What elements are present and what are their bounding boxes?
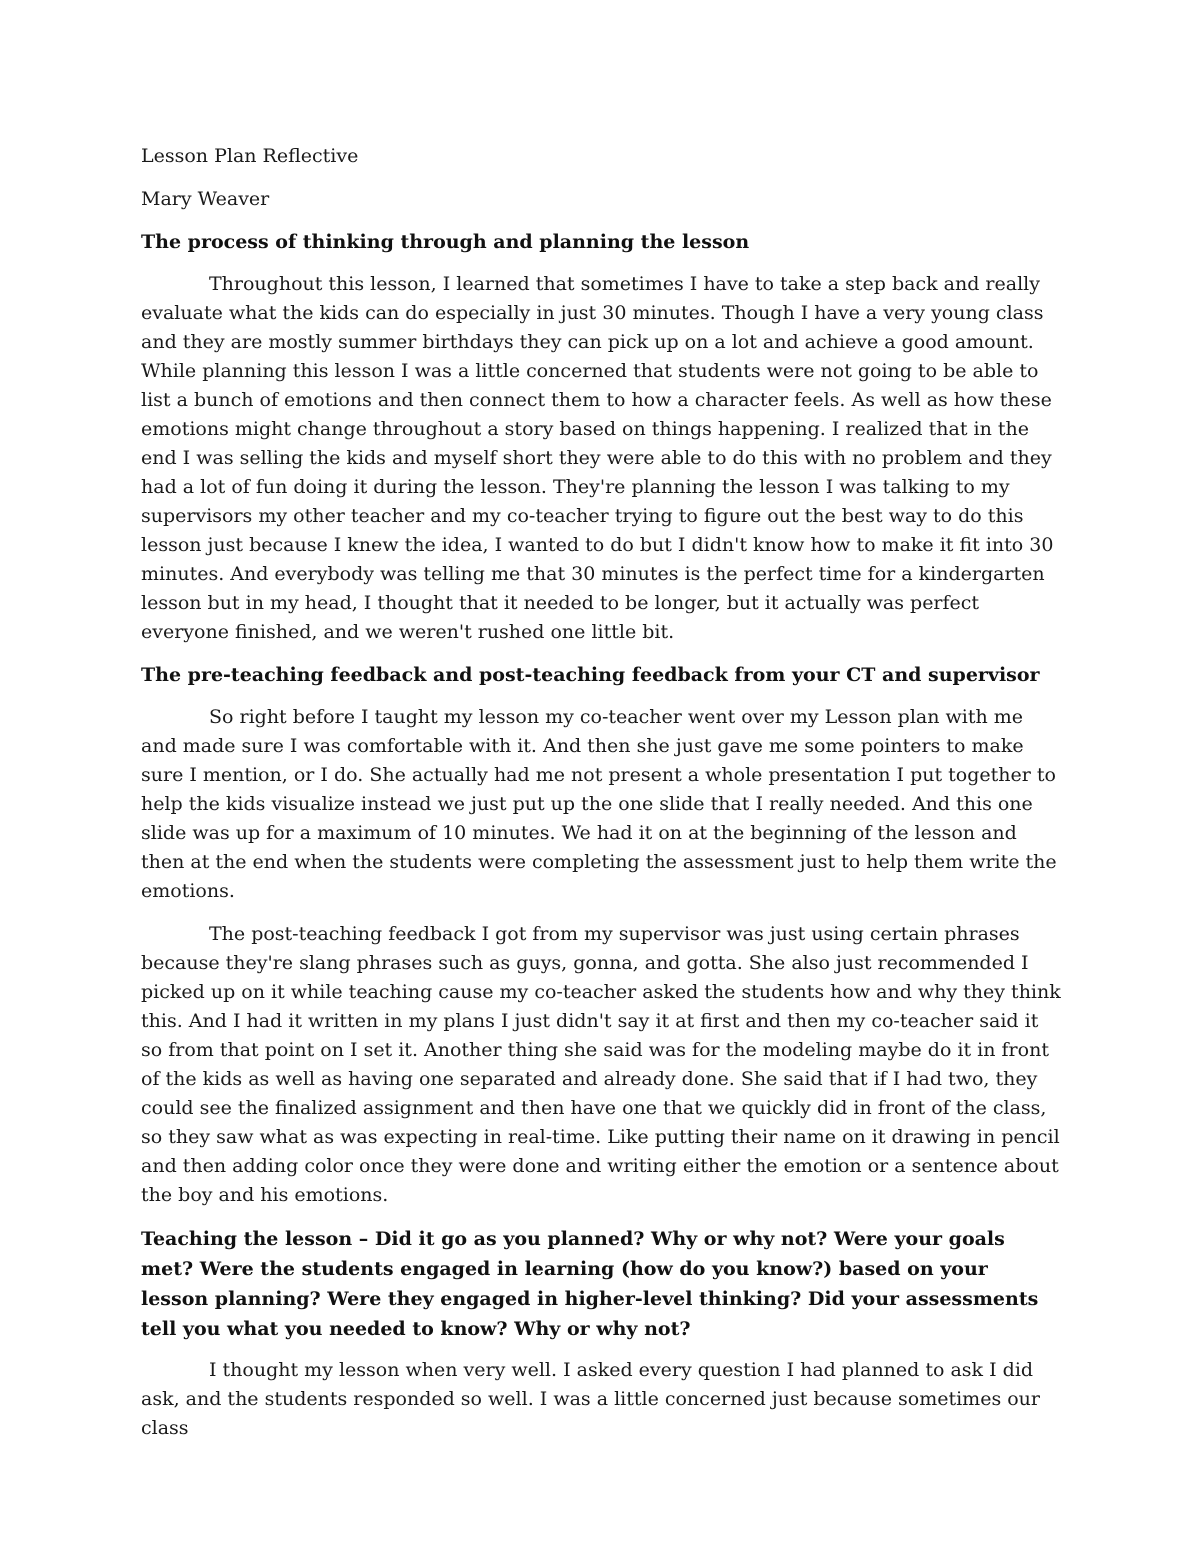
document-body — [141, 142, 1061, 1457]
section-heading-teaching-the-lesson: Teaching the lesson – Did it go as you planned? Why or why not? Were your goals met? Were the students engaged in learning (how do you know?) based on your lesson planning? Were they engaged in higher-level thinking? Did your assessments tell you what you needed to know? Why or why not? — [141, 1228, 1039, 1340]
paragraph-post-teaching-feedback: The post-teaching feedback I got from my supervisor was just using certain phrases because they're slang phrases such as guys, gonna, and gotta. She also just recommended I picked up on it while teaching cause my co-teacher asked the students how and why they think this. And I had it written in my plans I just didn't say it at first and then my co-teacher said it so from that point on I set it. Another thing she said was for the modeling maybe do it in front of the kids as well as having one separated and already done. She said that if I had two, they could see the finalized assignment and then have one that we quickly did in front of the class, so they saw what as was expecting in real-time. Like putting their name on it drawing in pencil and then adding color once they were done and writing either the emotion or a sentence about the boy and his emotions. — [141, 923, 1061, 1206]
document-author: Mary Weaver — [141, 188, 270, 210]
section-heading-feedback: The pre-teaching feedback and post-teaching feedback from your CT and supervisor — [141, 664, 1040, 686]
paragraph-planning: Throughout this lesson, I learned that sometimes I have to take a step back and really evaluate what the kids can do especially in just 30 minutes. Though I have a very young class and they are mostly summer birthdays they can pick up on a lot and achieve a good amount. While planning this lesson I was a little concerned that students were not going to be able to list a bunch of emotions and then connect them to how a character feels. As well as how these emotions might change throughout a story based on things happening. I realized that in the end I was selling the kids and myself short they were able to do this with no problem and they had a lot of fun doing it during the lesson. They're planning the lesson I was talking to my supervisors my other teacher and my co-teacher trying to figure out the best way to do this lesson just because I knew the idea, I wanted to do but I didn't know how to make it fit into 30 minutes. And everybody was telling me that 30 minutes is the perfect time for a kindergarten lesson but in my head, I thought that it needed to be longer, but it actually was perfect everyone finished, and we weren't rushed one little bit. — [141, 273, 1054, 643]
document-title: Lesson Plan Reflective — [141, 145, 359, 167]
paragraph-pre-teaching-feedback: So right before I taught my lesson my co-teacher went over my Lesson plan with me and made sure I was comfortable with it. And then she just gave me some pointers to make sure I mention, or I do. She actually had me not present a whole presentation I put together to help the kids visualize instead we just put up the one slide that I really needed. And this one slide was up for a maximum of 10 minutes. We had it on at the beginning of the lesson and then at the end when the students were completing the assessment just to help them write the emotions. — [141, 706, 1057, 902]
paragraph-teaching-the-lesson: I thought my lesson when very well. I asked every question I had planned to ask I did ask, and the students responded so well. I was a little concerned just because sometimes our class — [141, 1359, 1040, 1439]
section-heading-planning: The process of thinking through and planning the lesson — [141, 231, 750, 253]
